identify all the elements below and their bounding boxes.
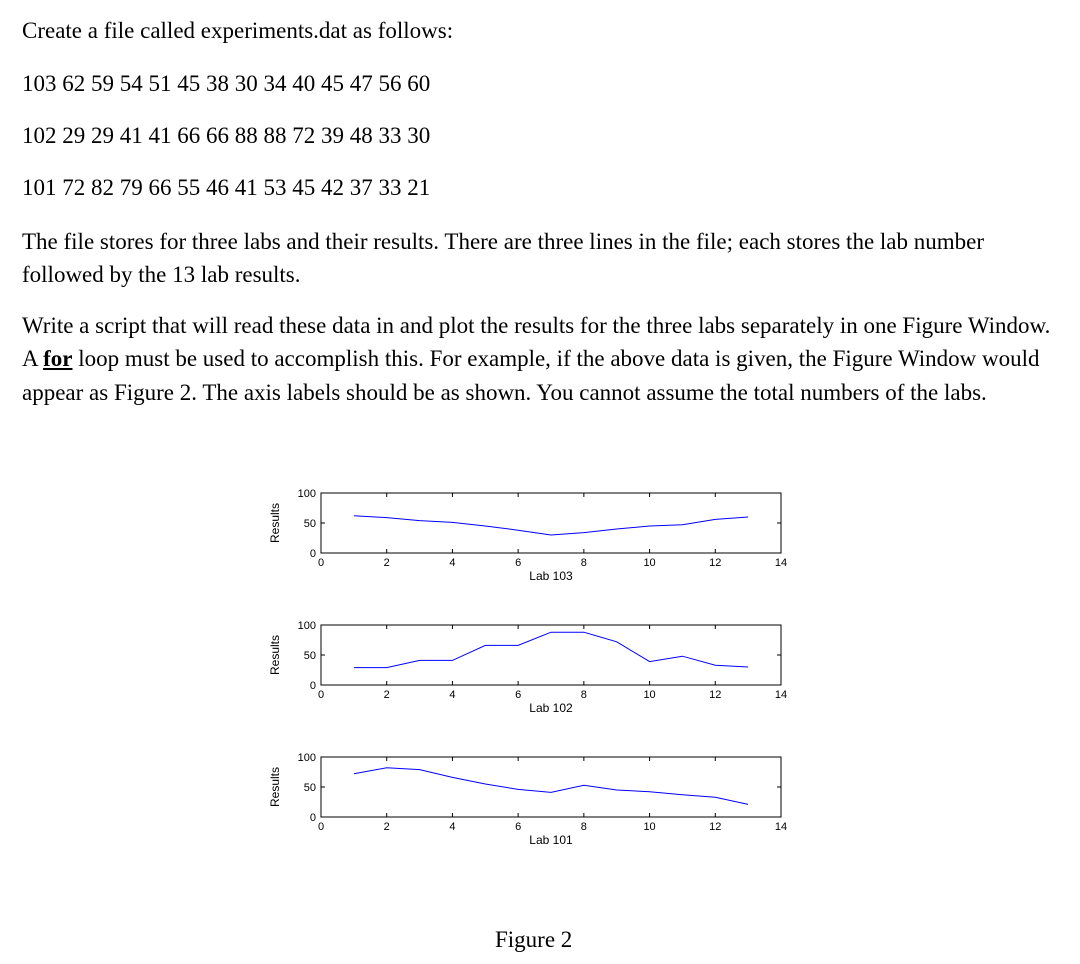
description-paragraph: The file stores for three labs and their results. There are three lines in the file; each stores the lab number followed by the 13 lab results. [22, 229, 985, 288]
subplot-3-xtick-label: 2 [383, 821, 390, 833]
figure-caption-text: Figure 2 [495, 927, 573, 952]
subplot-2-xtick-label: 8 [580, 689, 587, 701]
subplot-1-ytick-label: 100 [297, 488, 316, 500]
subplot-2-xlabel: Lab 102 [529, 701, 573, 715]
subplot-2-xtick-label: 4 [449, 689, 456, 701]
subplot-3-axes-box [321, 757, 781, 817]
subplot-3-xtick-label: 0 [317, 821, 325, 833]
subplot-1-xtick-label: 12 [709, 557, 722, 569]
subplot-1-xtick-label: 0 [317, 557, 325, 569]
subplot-3-xtick-label: 4 [449, 821, 456, 833]
subplot-2-xtick-label: 10 [643, 689, 656, 701]
subplot-3-xtick-label: 14 [774, 821, 788, 833]
subplot-1-xtick-label: 4 [449, 557, 456, 569]
subplot-1-ytick-label: 50 [303, 518, 316, 530]
subplot-1-xtick-label: 8 [580, 557, 587, 569]
subplot-3-xtick-label: 8 [580, 821, 587, 833]
subplot-3-xtick-label: 6 [515, 821, 522, 833]
data-line-101: 101 72 82 79 66 55 46 41 53 45 42 37 33 21 [22, 175, 431, 200]
subplot-2-ytick-label: 0 [309, 680, 316, 692]
subplot-3-ytick-label: 0 [309, 812, 316, 824]
subplot-3-ylabel: Results [268, 766, 282, 808]
intro-text: Create a file called experiments.dat as follows: [22, 18, 454, 43]
subplot-2-xtick-label: 14 [774, 689, 788, 701]
subplot-1-xtick-label: 6 [515, 557, 522, 569]
subplot-1-ylabel: Results [268, 502, 282, 544]
subplot-1-xlabel: Lab 103 [529, 569, 573, 583]
subplot-3-ytick-label: 50 [303, 782, 316, 794]
subplot-1-axes-box [321, 493, 781, 553]
subplot-3-xlabel: Lab 101 [529, 833, 573, 847]
figure-window [0, 470, 1080, 910]
subplot-2-xtick-label: 2 [383, 689, 390, 701]
subplot-3-ytick-label: 100 [297, 752, 316, 764]
subplot-1-xtick-label: 2 [383, 557, 390, 569]
for-keyword: for [43, 346, 73, 372]
subplot-1-ytick-label: 0 [309, 548, 316, 560]
task-text-after: loop must be used to accomplish this. For example, if the above data is given, the Figure Window would appear as Figure 2. The axis labels should be as shown. You cannot assume the total numbers of the labs. [22, 346, 1040, 405]
subplot-2-xtick-label: 12 [709, 689, 722, 701]
subplot-2-axes-box [321, 625, 781, 685]
subplot-3-xtick-label: 10 [643, 821, 656, 833]
task-paragraph [22, 309, 1057, 409]
subplot-2-xtick-label: 6 [515, 689, 522, 701]
data-line-102: 102 29 29 41 41 66 66 88 88 72 39 48 33 30 [22, 123, 431, 148]
subplot-1-xtick-label: 14 [774, 557, 788, 569]
task-text-before: Write a script that will read these data in and plot the results for the three labs separately in one Figure Window. A [22, 313, 1051, 372]
subplot-1-xtick-label: 10 [643, 557, 656, 569]
data-line-103: 103 62 59 54 51 45 38 30 34 40 45 47 56 60 [22, 71, 431, 96]
subplot-2-ylabel: Results [268, 634, 282, 676]
subplot-2-ytick-label: 100 [297, 620, 316, 632]
subplot-3-xtick-label: 12 [709, 821, 722, 833]
subplot-2-xtick-label: 0 [317, 689, 325, 701]
subplot-2-ytick-label: 50 [303, 650, 316, 662]
